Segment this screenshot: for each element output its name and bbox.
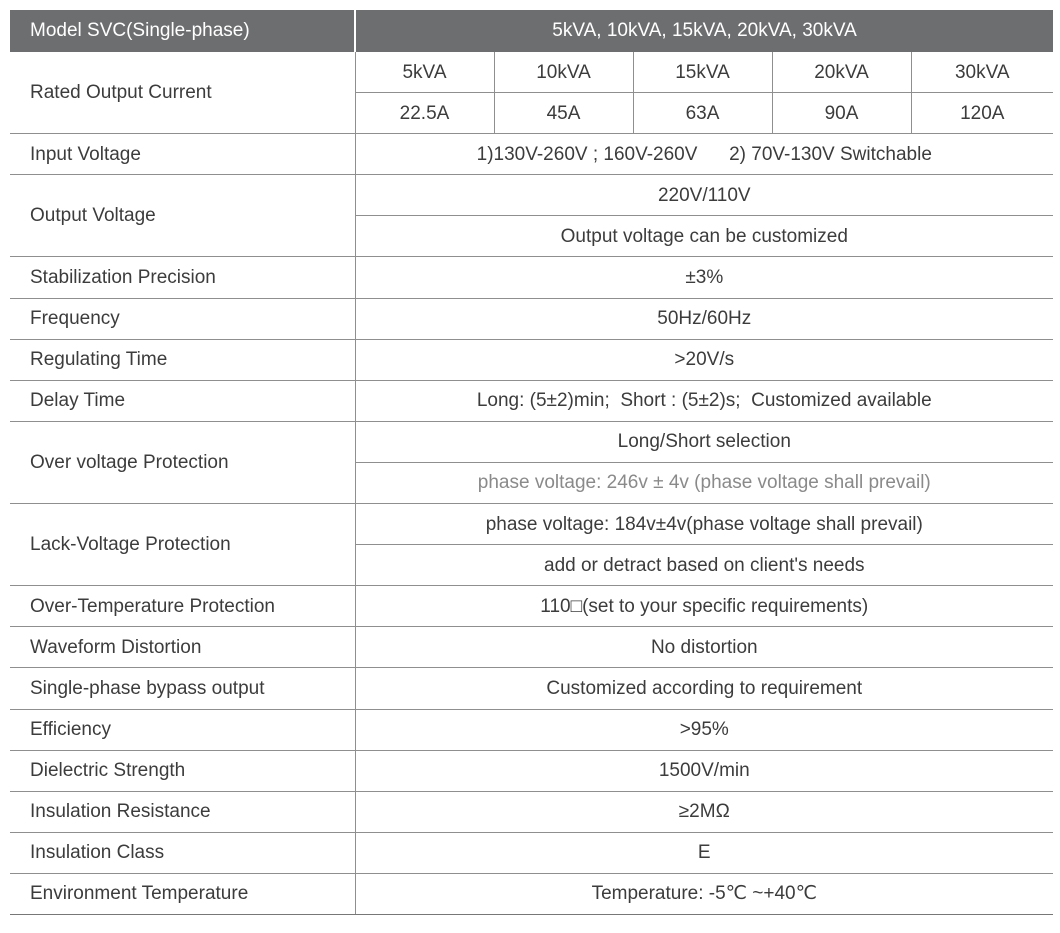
regulating-time-label: Regulating Time [10, 339, 355, 380]
rated-output-current-label: Rated Output Current [10, 52, 355, 134]
over-temperature-protection-value: 110□(set to your specific requirements) [355, 586, 1053, 627]
current-cell: 63A [633, 93, 772, 134]
over-voltage-protection-note: phase voltage: 246v ± 4v (phase voltage shall prevail) [355, 462, 1053, 503]
stabilization-precision-value: ±3% [355, 257, 1053, 298]
insulation-class-label: Insulation Class [10, 832, 355, 873]
spec-table [10, 10, 1053, 915]
efficiency-label: Efficiency [10, 709, 355, 750]
capacity-cell: 30kVA [911, 52, 1053, 93]
capacity-cell: 10kVA [494, 52, 633, 93]
delay-time-row [10, 380, 1053, 421]
over-voltage-protection-label: Over voltage Protection [10, 421, 355, 503]
single-phase-bypass-value: Customized according to requirement [355, 668, 1053, 709]
regulating-time-value: >20V/s [355, 339, 1053, 380]
insulation-resistance-row [10, 791, 1053, 832]
insulation-class-row [10, 832, 1053, 873]
rated-output-current-row [10, 52, 1053, 93]
input-voltage-value: 1)130V-260V ; 160V-260V 2) 70V-130V Switchable [355, 134, 1053, 175]
current-cell: 22.5A [355, 93, 494, 134]
insulation-resistance-value: ≥2MΩ [355, 791, 1053, 832]
lack-voltage-protection-label: Lack-Voltage Protection [10, 504, 355, 586]
model-label: Model SVC(Single-phase) [10, 10, 355, 52]
environment-temperature-row [10, 873, 1053, 914]
output-voltage-label: Output Voltage [10, 175, 355, 257]
insulation-class-value: E [355, 832, 1053, 873]
regulating-time-row [10, 339, 1053, 380]
header-row [10, 10, 1053, 52]
capacity-cell: 20kVA [772, 52, 911, 93]
over-temperature-protection-label: Over-Temperature Protection [10, 586, 355, 627]
output-voltage-note: Output voltage can be customized [355, 216, 1053, 257]
over-voltage-protection-row [10, 421, 1053, 462]
efficiency-row [10, 709, 1053, 750]
frequency-value: 50Hz/60Hz [355, 298, 1053, 339]
input-voltage-row [10, 134, 1053, 175]
environment-temperature-label: Environment Temperature [10, 873, 355, 914]
single-phase-bypass-label: Single-phase bypass output [10, 668, 355, 709]
delay-time-label: Delay Time [10, 380, 355, 421]
dielectric-strength-row [10, 750, 1053, 791]
capacity-cell: 5kVA [355, 52, 494, 93]
waveform-distortion-row [10, 627, 1053, 668]
current-cell: 45A [494, 93, 633, 134]
insulation-resistance-label: Insulation Resistance [10, 791, 355, 832]
over-temperature-protection-row [10, 586, 1053, 627]
output-voltage-value: 220V/110V [355, 175, 1053, 216]
stabilization-precision-row [10, 257, 1053, 298]
waveform-distortion-label: Waveform Distortion [10, 627, 355, 668]
dielectric-strength-value: 1500V/min [355, 750, 1053, 791]
models-value: 5kVA, 10kVA, 15kVA, 20kVA, 30kVA [355, 10, 1053, 52]
current-cell: 90A [772, 93, 911, 134]
lack-voltage-protection-value: phase voltage: 184v±4v(phase voltage shall prevail) [355, 504, 1053, 545]
single-phase-bypass-row [10, 668, 1053, 709]
current-cell: 120A [911, 93, 1053, 134]
input-voltage-label: Input Voltage [10, 134, 355, 175]
capacity-cell: 15kVA [633, 52, 772, 93]
frequency-label: Frequency [10, 298, 355, 339]
delay-time-value: Long: (5±2)min; Short : (5±2)s; Customized available [355, 380, 1053, 421]
output-voltage-row [10, 175, 1053, 216]
lack-voltage-protection-row [10, 504, 1053, 545]
efficiency-value: >95% [355, 709, 1053, 750]
frequency-row [10, 298, 1053, 339]
lack-voltage-protection-note: add or detract based on client's needs [355, 545, 1053, 586]
over-voltage-protection-value: Long/Short selection [355, 421, 1053, 462]
dielectric-strength-label: Dielectric Strength [10, 750, 355, 791]
waveform-distortion-value: No distortion [355, 627, 1053, 668]
stabilization-precision-label: Stabilization Precision [10, 257, 355, 298]
environment-temperature-value: Temperature: -5℃ ~+40℃ [355, 873, 1053, 914]
